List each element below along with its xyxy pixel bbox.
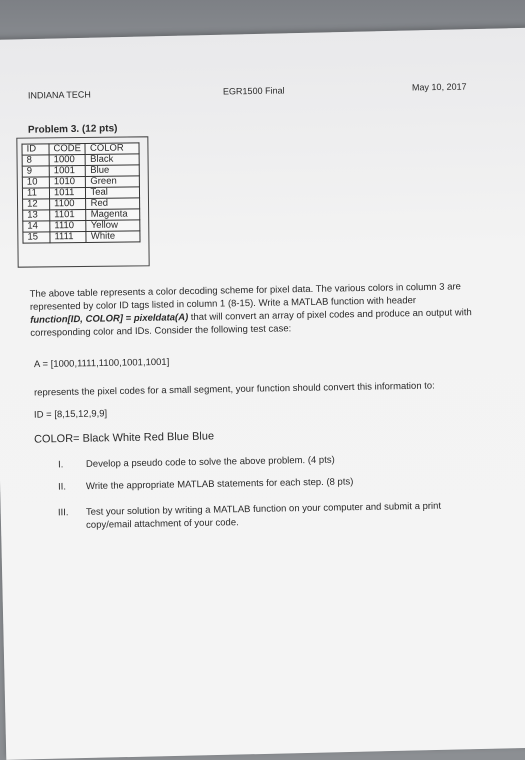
cell-code: 1110 [50, 220, 87, 231]
cell-code: 1111 [50, 231, 87, 242]
color-code-table [21, 142, 140, 243]
cell-id: 10 [22, 177, 49, 188]
cell-id: 8 [22, 155, 49, 166]
cell-id: 11 [22, 188, 49, 199]
represents-text: represents the pixel codes for a small segment, your function should convert this information to: [33, 380, 435, 399]
cell-color: Green [86, 176, 140, 188]
cell-code: 1011 [49, 187, 86, 198]
header-color: COLOR [85, 143, 139, 155]
description-line-2: represented by color ID tags listed in column 1 (8-15). Write a MATLAB function with header [29, 295, 417, 313]
expected-color: COLOR= Black White Red Blue Blue [33, 430, 215, 446]
cell-id: 14 [23, 221, 50, 232]
expected-id: ID = [8,15,12,9,9] [33, 408, 108, 421]
task-number: III. [57, 507, 69, 519]
cell-id: 15 [23, 232, 50, 243]
problem-title: Problem 3. (12 pts) [27, 123, 118, 136]
cell-color: Teal [86, 187, 140, 199]
header-id: ID [22, 144, 49, 155]
cell-id: 9 [22, 166, 49, 177]
cell-color: Magenta [86, 209, 140, 221]
header-date: May 10, 2017 [411, 81, 467, 93]
problem-description [30, 280, 473, 340]
task-text: Write the appropriate MATLAB statements for each step. (8 pts) [85, 476, 354, 493]
table-row [23, 231, 141, 243]
header-course: EGR1500 Final [222, 85, 285, 97]
cell-code: 1010 [49, 176, 86, 187]
cell-id: 13 [23, 210, 50, 221]
function-header: function[ID, COLOR] = pixeldata(A) [30, 312, 189, 326]
description-line-4: corresponding color and IDs. Consider the following test case: [30, 323, 292, 339]
task-number: II. [57, 481, 67, 493]
task-3 [58, 500, 442, 533]
task-2 [58, 476, 354, 492]
description-line-1: The above table represents a color decoding scheme for pixel data. The various colors in column 3 are [29, 281, 461, 300]
cell-code: 1101 [50, 209, 87, 220]
test-case-input: A = [1000,1111,1100,1001,1001] [33, 356, 170, 371]
cell-id: 12 [23, 199, 50, 210]
cell-code: 1100 [50, 198, 87, 209]
table-row [23, 209, 141, 221]
task-number: I. [57, 459, 64, 471]
table-header-row [22, 143, 140, 155]
cell-code: 1000 [49, 154, 86, 165]
header-code: CODE [49, 143, 86, 154]
cell-color: Yellow [86, 220, 140, 232]
cell-color: Red [86, 198, 140, 210]
task-text-continued: copy/email attachment of your code. [86, 517, 239, 531]
task-text-block [86, 500, 442, 532]
cell-color: Blue [86, 165, 140, 177]
task-text: Develop a pseudo code to solve the above problem. (4 pts) [85, 454, 335, 470]
header-school: INDIANA TECH [27, 89, 91, 101]
cell-code: 1001 [49, 165, 86, 176]
cell-color: White [86, 231, 140, 243]
cell-color: Black [86, 154, 140, 166]
task-text: Test your solution by writing a MATLAB function on your computer and submit a print [85, 500, 442, 518]
description-line-3-rest: that will convert an array of pixel codes and produce an output with [188, 307, 472, 324]
task-1 [58, 455, 335, 471]
